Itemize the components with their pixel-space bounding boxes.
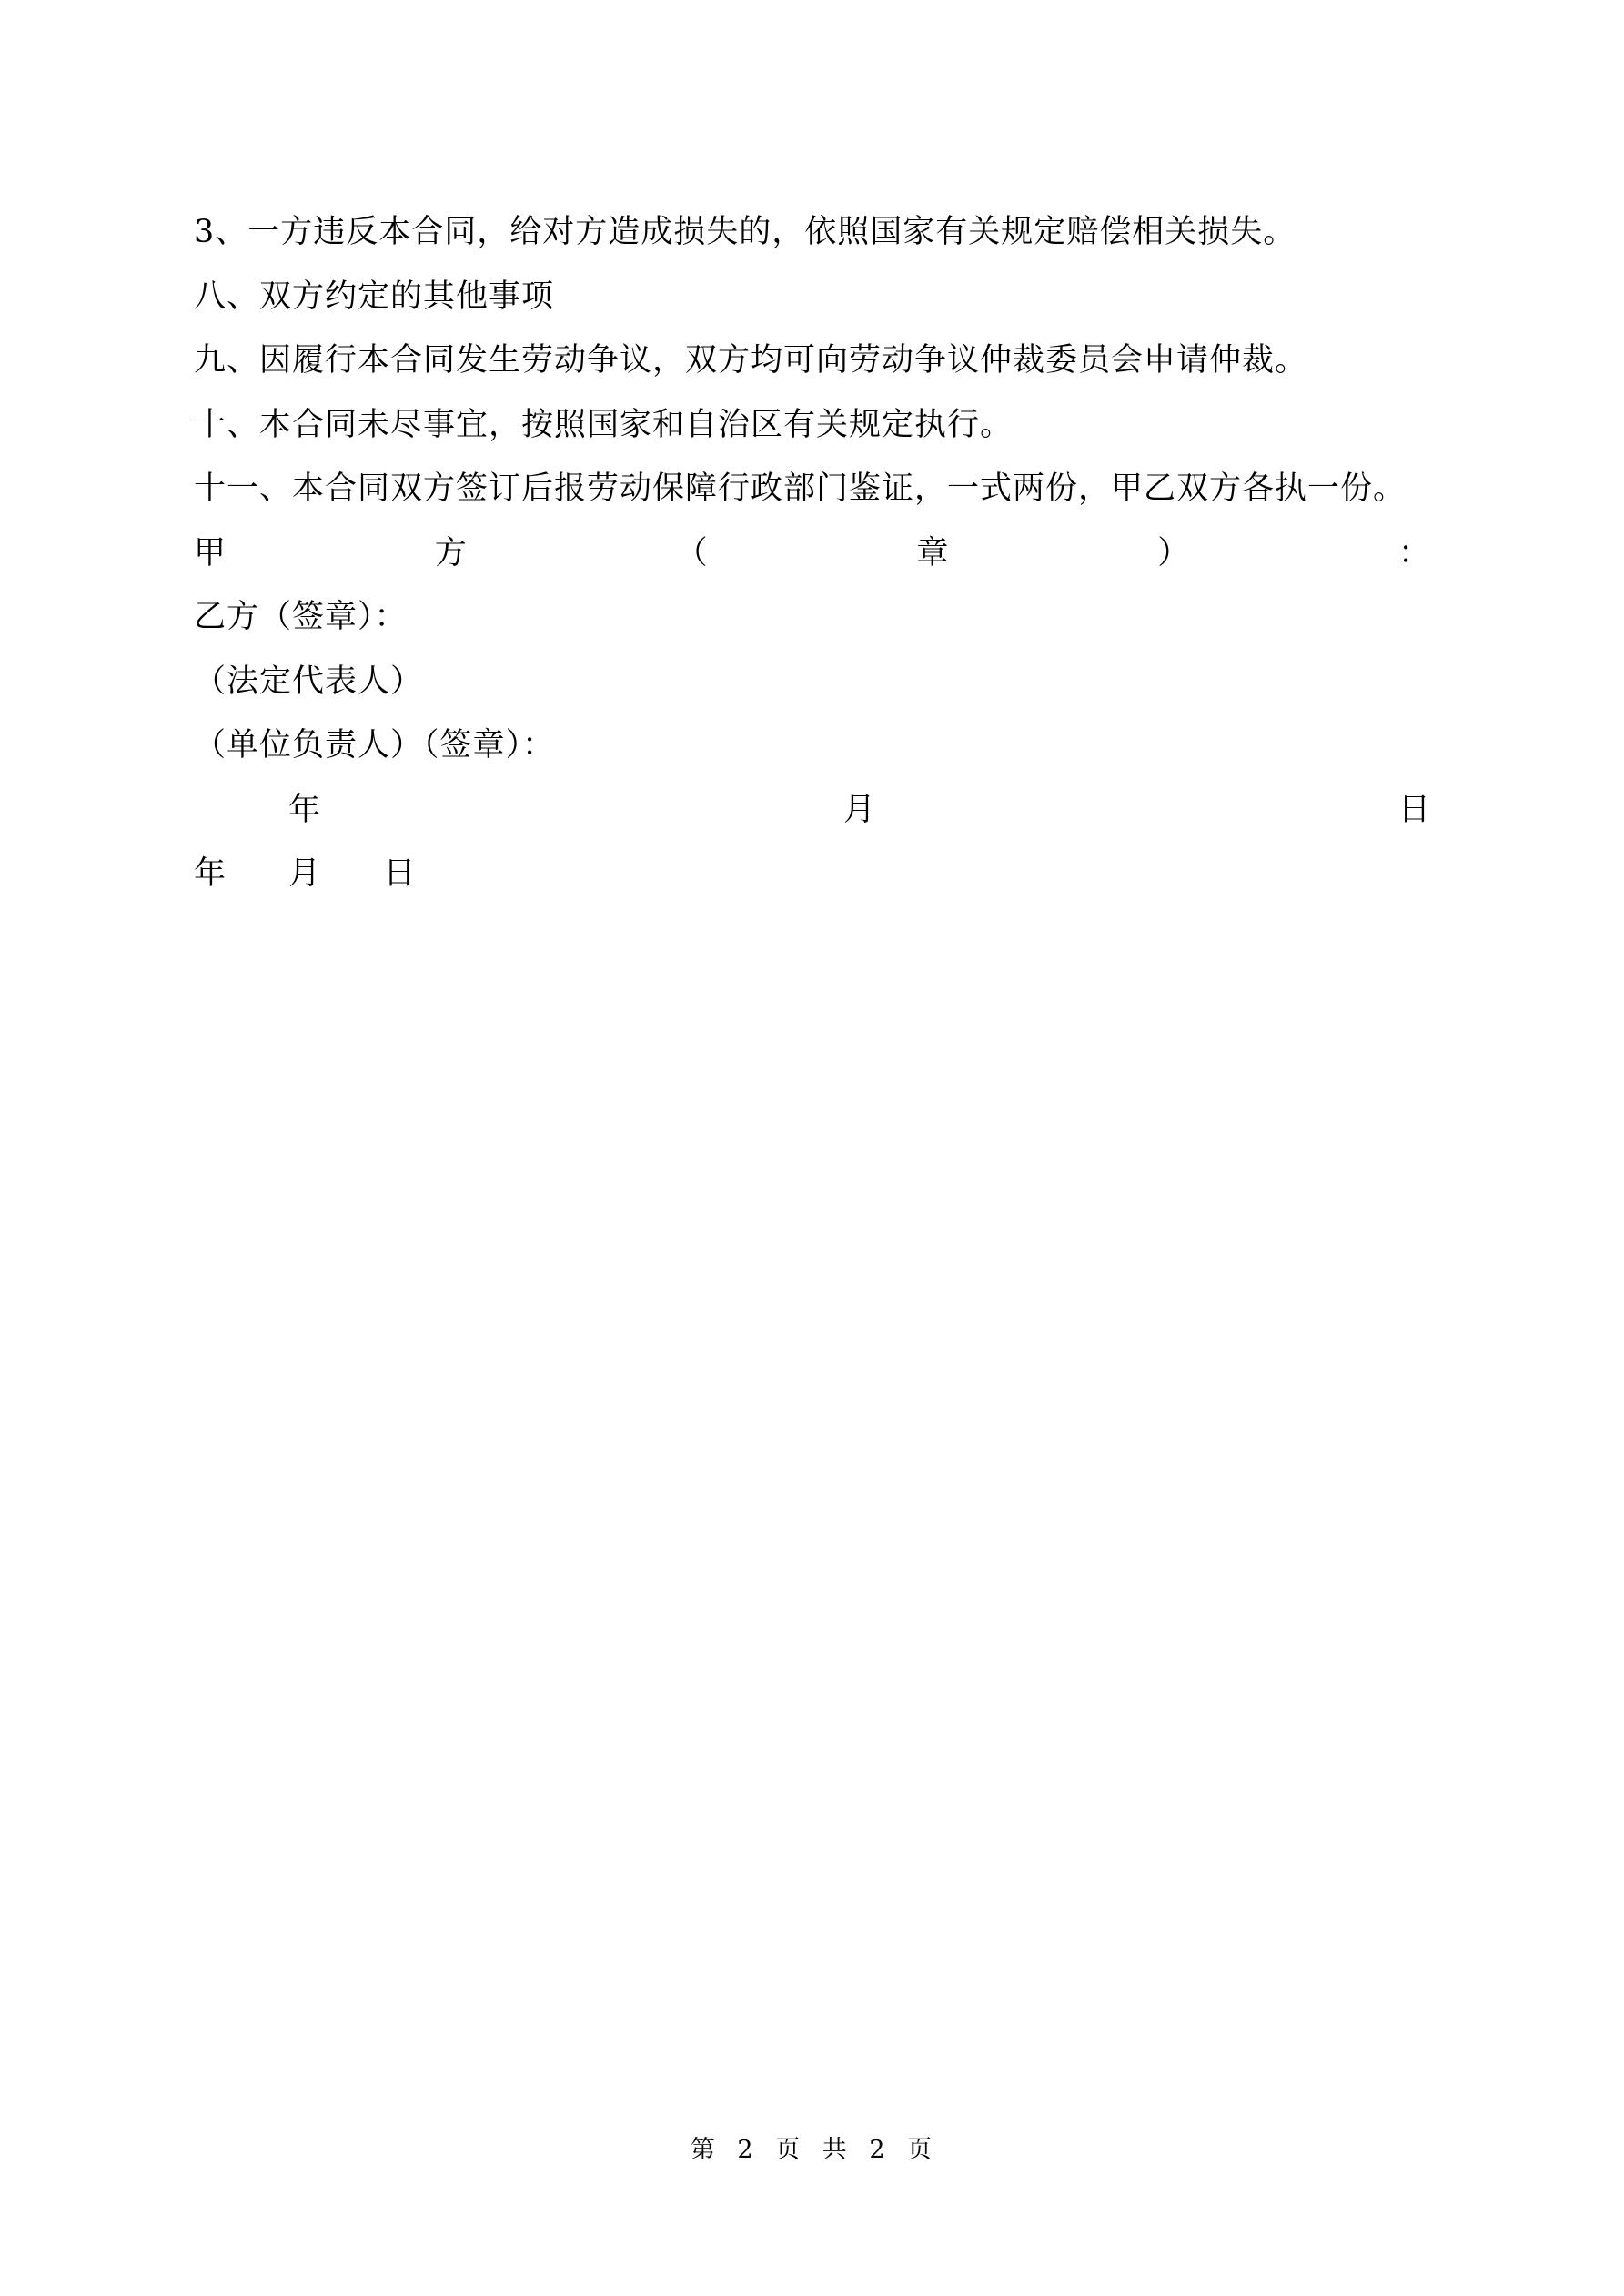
party-a-char-5: ）	[1157, 534, 1191, 571]
footer-prefix: 第	[690, 2136, 717, 2164]
date-line-wide	[194, 778, 1431, 843]
party-a-char-4: 章	[916, 534, 950, 571]
footer-current-page: 2	[737, 2136, 755, 2164]
paragraph-clause-9: 九、因履行本合同发生劳动争议，双方均可向劳动争议仲裁委员会申请仲裁。	[194, 342, 1308, 379]
paragraph-clause-8: 八、双方约定的其他事项	[194, 278, 555, 315]
paragraph-clause-11: 十一、本合同双方签订后报劳动保障行政部门鉴证，一式两份，甲乙双方各执一份。	[194, 470, 1407, 507]
date-month-label: 月	[842, 791, 876, 828]
short-date-day-label: 日	[383, 855, 417, 892]
date-line-short	[194, 842, 1431, 906]
party-a-char-1: 甲	[194, 534, 227, 571]
party-a-char-3: （	[675, 534, 709, 571]
date-year-label: 年	[288, 791, 322, 828]
footer-total-pages: 2	[869, 2136, 887, 2164]
party-a-signature-line	[194, 521, 1431, 586]
paragraph-clause-10: 十、本合同未尽事宜，按照国家和自治区有关规定执行。	[194, 406, 1014, 443]
footer-suffix: 页	[907, 2136, 934, 2164]
page-footer	[0, 2129, 1624, 2165]
short-date-month-label: 月	[288, 855, 322, 892]
short-date-year-label: 年	[194, 855, 227, 892]
party-a-char-6: ：	[1397, 534, 1431, 571]
footer-total-word: 共	[822, 2136, 849, 2164]
party-a-char-2: 方	[434, 534, 468, 571]
date-day-label: 日	[1397, 791, 1431, 828]
footer-page-word: 页	[775, 2136, 802, 2164]
legal-representative-line: （法定代表人）	[194, 663, 424, 700]
party-b-signature-line: 乙方（签章）：	[194, 599, 408, 635]
document-body	[194, 200, 1431, 906]
paragraph-clause-3: 3、一方违反本合同，给对方造成损失的，依照国家有关规定赔偿相关损失。	[194, 214, 1296, 250]
unit-head-signature-line: （单位负责人）（签章）：	[194, 727, 556, 764]
